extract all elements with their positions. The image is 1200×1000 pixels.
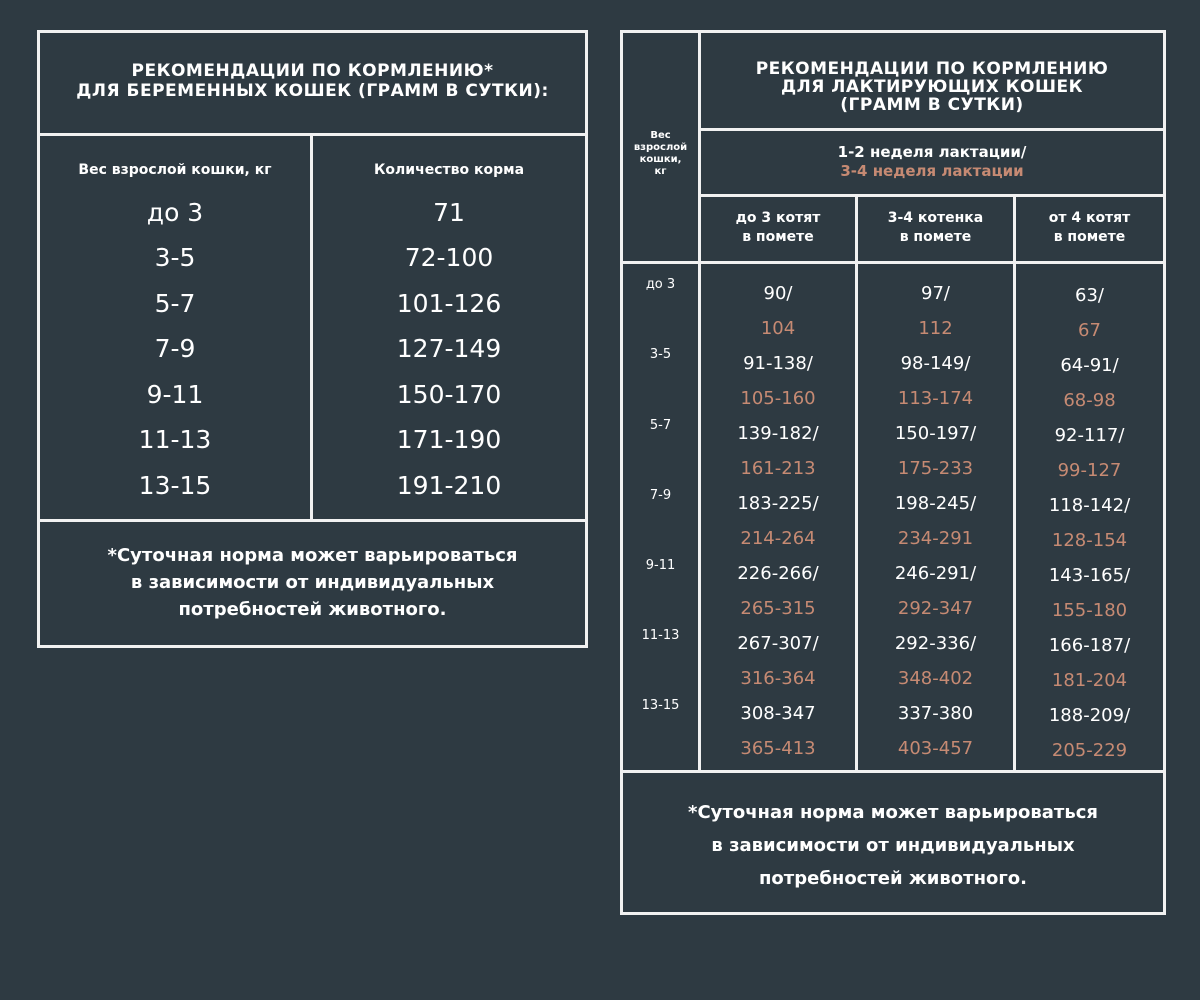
- header-line: Вес: [650, 130, 671, 141]
- header-line: кг: [654, 166, 667, 177]
- value-weeks-1-2: 64-91/: [1060, 355, 1119, 376]
- cell-values: [858, 276, 1013, 766]
- header-line: в помете: [899, 229, 972, 245]
- row-weight: 13-15: [641, 698, 680, 713]
- row-weight: 11-13: [641, 628, 680, 643]
- header-line: в помете: [742, 229, 814, 245]
- value-weeks-1-2: 92-117/: [1054, 425, 1125, 446]
- value-weeks-3-4: 67: [1078, 320, 1101, 341]
- right-footnote: [623, 796, 1163, 895]
- weight-cell: до 3: [146, 198, 204, 227]
- row-weight: 7-9: [649, 488, 672, 503]
- value-weeks-3-4: 365-413: [740, 738, 816, 759]
- amount-cell: 101-126: [396, 289, 502, 318]
- value-weeks-3-4: 105-160: [740, 388, 816, 409]
- value-weeks-1-2: 98-149/: [900, 353, 971, 374]
- value-weeks-1-2: 226-266/: [737, 563, 819, 584]
- left-table-title: [40, 62, 585, 101]
- footnote-line: *Суточная норма может варьироваться: [688, 802, 1098, 823]
- footnote-line: в зависимости от индивидуальных: [711, 835, 1075, 856]
- value-weeks-1-2: 143-165/: [1048, 565, 1131, 586]
- value-weeks-3-4: 265-315: [740, 598, 816, 619]
- value-weeks-1-2: 63/: [1075, 285, 1104, 306]
- value-weeks-3-4: 104: [760, 318, 796, 339]
- value-weeks-3-4: 113-174: [897, 388, 974, 409]
- value-weeks-1-2: 97/: [921, 283, 950, 304]
- value-weeks-1-2: 188-209/: [1048, 705, 1131, 726]
- amount-cell: 150-170: [396, 380, 502, 409]
- title-line: (ГРАММ В СУТКИ): [840, 95, 1024, 115]
- header-line: 3-4 котенка: [887, 210, 984, 226]
- header-line: взрослой: [633, 142, 688, 153]
- value-weeks-1-2: 118-142/: [1048, 495, 1131, 516]
- col-header-weight: Вес взрослой кошки, кг: [78, 162, 272, 178]
- row-weight: 3-5: [649, 347, 672, 362]
- col-header-litter: [858, 209, 1013, 247]
- value-weeks-3-4: 99-127: [1057, 460, 1122, 481]
- value-weeks-3-4: 316-364: [740, 668, 816, 689]
- title-line: РЕКОМЕНДАЦИИ ПО КОРМЛЕНИЮ*: [131, 61, 494, 81]
- amount-cell: 72-100: [404, 243, 494, 272]
- amount-cell: 191-210: [396, 471, 502, 500]
- amount-cell: 71: [433, 198, 465, 227]
- divider: [698, 128, 1166, 131]
- value-weeks-3-4: 161-213: [740, 458, 816, 479]
- footnote-line: потребностей животного.: [758, 868, 1027, 889]
- col-header-litter: [1016, 209, 1163, 247]
- value-weeks-1-2: 183-225/: [737, 493, 819, 514]
- weight-cell: 3-5: [154, 243, 196, 272]
- divider: [698, 194, 1166, 197]
- value-weeks-3-4: 155-180: [1051, 600, 1128, 621]
- value-weeks-3-4: 128-154: [1051, 530, 1128, 551]
- value-weeks-1-2: 139-182/: [737, 423, 819, 444]
- amount-cell: 127-149: [396, 334, 502, 363]
- period-line: 3-4 неделя лактации: [840, 162, 1024, 180]
- value-weeks-3-4: 292-347: [897, 598, 974, 619]
- footnote-line: *Суточная норма может варьироваться: [107, 545, 518, 566]
- value-weeks-1-2: 308-347: [740, 703, 816, 724]
- value-weeks-1-2: 90/: [763, 283, 793, 304]
- value-weeks-3-4: 348-402: [897, 668, 974, 689]
- value-weeks-1-2: 267-307/: [737, 633, 819, 654]
- title-line: ДЛЯ БЕРЕМЕННЫХ КОШЕК (ГРАММ В СУТКИ):: [76, 80, 549, 101]
- value-weeks-1-2: 337-380: [897, 703, 974, 724]
- value-weeks-3-4: 234-291: [897, 528, 974, 549]
- header-line: от 4 котят: [1048, 210, 1131, 226]
- weight-cell: 9-11: [146, 380, 204, 409]
- value-weeks-1-2: 198-245/: [894, 493, 977, 514]
- value-weeks-1-2: 292-336/: [894, 633, 977, 654]
- amount-cell: 171-190: [396, 425, 502, 454]
- cell-values: [701, 276, 855, 766]
- weight-cell: 13-15: [138, 471, 212, 500]
- weight-cell: 7-9: [154, 334, 196, 363]
- value-weeks-1-2: 166-187/: [1048, 635, 1131, 656]
- title-line: РЕКОМЕНДАЦИИ ПО КОРМЛЕНИЮ: [755, 59, 1109, 79]
- value-weeks-3-4: 403-457: [897, 738, 974, 759]
- value-weeks-1-2: 246-291/: [894, 563, 977, 584]
- value-weeks-1-2: 91-138/: [743, 353, 813, 374]
- title-line: ДЛЯ ЛАКТИРУЮЩИХ КОШЕК: [781, 77, 1083, 97]
- weight-column-header: [623, 130, 698, 178]
- value-weeks-3-4: 214-264: [740, 528, 816, 549]
- divider: [310, 133, 313, 522]
- value-weeks-3-4: 181-204: [1051, 670, 1128, 691]
- col-header-litter: [701, 209, 855, 247]
- value-weeks-3-4: 68-98: [1063, 390, 1116, 411]
- row-weight: до 3: [645, 277, 676, 292]
- footnote-line: в зависимости от индивидуальных: [130, 572, 495, 593]
- weight-cell: 5-7: [154, 289, 196, 318]
- value-weeks-3-4: 205-229: [1051, 740, 1128, 761]
- header-line: кошки,: [639, 154, 682, 165]
- divider: [620, 770, 1166, 773]
- col-header-amount: Количество корма: [373, 162, 525, 178]
- footnote-line: потребностей животного.: [178, 599, 447, 620]
- header-line: до 3 котят: [735, 210, 821, 226]
- row-weight: 9-11: [645, 558, 676, 573]
- value-weeks-3-4: 112: [918, 318, 953, 339]
- value-weeks-1-2: 150-197/: [894, 423, 977, 444]
- cell-values: [1016, 278, 1163, 768]
- value-weeks-3-4: 175-233: [897, 458, 974, 479]
- period-line: 1-2 неделя лактации/: [837, 143, 1027, 161]
- header-line: в помете: [1053, 229, 1126, 245]
- left-footnote: [40, 542, 585, 623]
- weight-cell: 11-13: [138, 425, 212, 454]
- lactation-period: [701, 143, 1163, 181]
- right-table-title: [701, 60, 1163, 114]
- divider: [620, 261, 1166, 264]
- row-weight: 5-7: [649, 418, 672, 433]
